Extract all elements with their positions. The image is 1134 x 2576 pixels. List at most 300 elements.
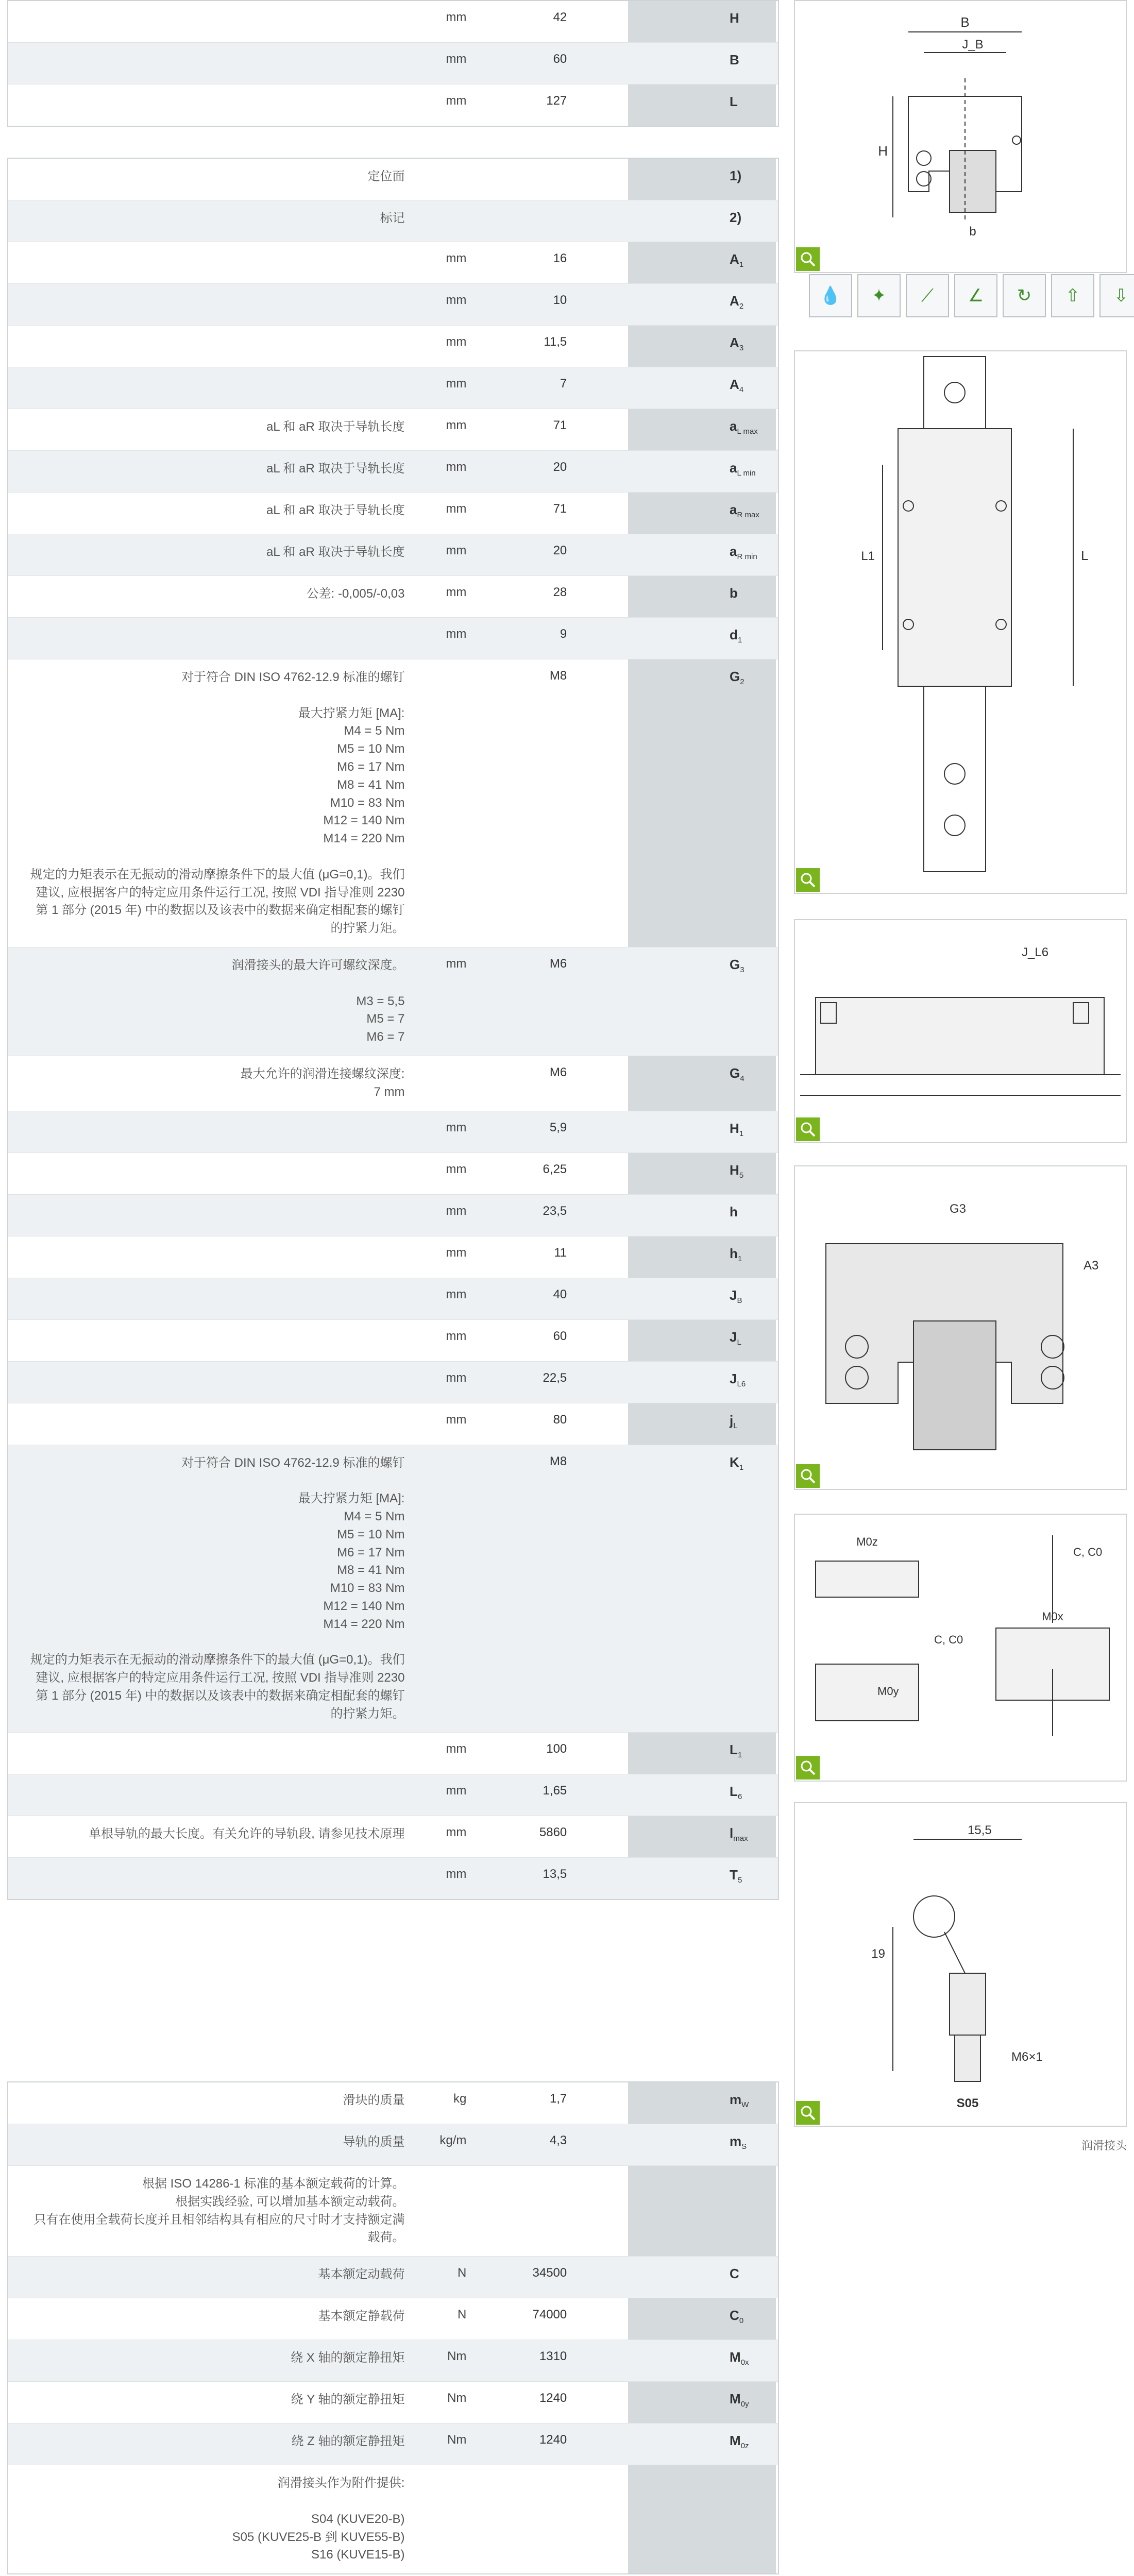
row-unit: mm [446, 1329, 467, 1343]
table-row [8, 1445, 778, 1733]
symbol-main: H [730, 1162, 739, 1178]
row-unit: mm [446, 460, 467, 474]
row-value [471, 200, 572, 242]
symbol-subscript: L max [737, 427, 758, 436]
table-row [8, 200, 778, 242]
table-row [8, 1056, 778, 1111]
row-description [8, 326, 420, 367]
row-symbol [721, 659, 778, 947]
row-value: 127 [546, 94, 567, 108]
sealing-icon: ✦ [857, 274, 901, 317]
row-symbol [721, 451, 778, 492]
symbol-subscript: 0 [739, 2316, 744, 2326]
table-row [8, 1278, 778, 1320]
row-symbol [721, 2298, 778, 2340]
table-row [8, 84, 778, 126]
symbol-main: H [730, 10, 739, 26]
symbol-main: a [730, 544, 737, 559]
row-value: 4,3 [549, 2133, 567, 2147]
row-description [8, 618, 420, 659]
row-symbol [721, 1816, 778, 1857]
table-row [8, 947, 778, 1056]
symbol-main: L [730, 1742, 738, 1758]
friction-icon: ⟋ [906, 274, 949, 317]
row-value: 100 [546, 1742, 567, 1756]
zoom-icon[interactable] [796, 1464, 820, 1488]
row-symbol [721, 84, 778, 126]
symbol-subscript: 2 [740, 677, 744, 687]
symbol-subscript: B [737, 1296, 742, 1305]
section-drawing[interactable] [794, 1165, 1127, 1490]
load-up-icon: ⇧ [1051, 274, 1094, 317]
dimension-table-top [7, 0, 779, 127]
symbol-subscript: 2 [739, 302, 744, 311]
row-description: 基本额定动载荷 [318, 2267, 405, 2282]
row-unit: mm [446, 10, 467, 24]
table-row [8, 2298, 778, 2340]
label-b-small: b [969, 225, 976, 239]
symbol-main: M [730, 2349, 741, 2365]
row-description: 润滑接头的最大许可螺纹深度。 M3 = 5,5 M5 = 7 M6 = 7 [231, 958, 405, 1044]
row-description: 润滑接头作为附件提供: S04 (KUVE20-B) S05 (KUVE25-B 到 KUVE55-B) S16 (KUVE15-B) [232, 2476, 405, 2562]
row-value: 1240 [539, 2391, 567, 2405]
row-description [8, 1195, 420, 1236]
row-unit: mm [446, 1120, 467, 1134]
symbol-main: A [730, 335, 739, 350]
row-unit: mm [446, 52, 467, 66]
symbol-subscript: 0x [740, 2358, 749, 2367]
label-jl6: J_L6 [1022, 945, 1049, 959]
symbol-subscript: L min [737, 469, 756, 478]
row-symbol [721, 1111, 778, 1153]
symbol-main: M [730, 2433, 741, 2449]
symbol-subscript: 1 [737, 1751, 742, 1760]
label-c-c0: C, C0 [1073, 1546, 1103, 1558]
symbol-main: a [730, 418, 737, 434]
row-unit: mm [446, 335, 467, 349]
row-unit: mm [446, 1245, 467, 1260]
row-unit: Nm [447, 2433, 467, 2447]
row-value: 7 [560, 377, 567, 391]
table-row [8, 576, 778, 618]
row-symbol [721, 534, 778, 575]
row-description [8, 1858, 420, 1899]
row-value: 1,65 [543, 1784, 567, 1798]
table-row [8, 451, 778, 493]
row-symbol [721, 618, 778, 659]
row-description: 对于符合 DIN ISO 4762-12.9 标准的螺钉 最大拧紧力矩 [MA]: M4 = 5 Nm M5 = 10 Nm M6 = 17 Nm M8 = 41 Nm M10 = 83 Nm M12 = 140 Nm M14 = 220 Nm 规定的力矩表示在无振动的滑动摩擦条件下的最大值 (μG=0,1)。我们建议, 应根据客户的特定应用条件运行工况, 按照 VDI 指导准则 2230 第 1 部分 (2015 年) 中的数据以及该表中的数据来确定相配套的螺钉的拧紧力矩。 [30, 1455, 405, 1721]
table-row [8, 1320, 778, 1362]
row-symbol [721, 2166, 778, 2256]
zoom-icon[interactable] [796, 2101, 820, 2125]
table-row [8, 409, 778, 451]
row-description: aL 和 aR 取决于导轨长度 [266, 503, 405, 517]
table-row [8, 659, 778, 947]
row-symbol [721, 43, 778, 84]
row-unit: mm [446, 377, 467, 391]
property-icon-strip [809, 274, 1134, 317]
table-row [8, 1774, 778, 1816]
row-description: 根据 ISO 14286-1 标准的基本额定载荷的计算。 根据实践经验, 可以增加基本额定动载荷。 只有在使用全载荷长度并且相邻结构具有相应的尺寸时才支持额定满载荷。 [33, 2177, 405, 2245]
row-description: 对于符合 DIN ISO 4762-12.9 标准的螺钉 最大拧紧力矩 [MA]: M4 = 5 Nm M5 = 10 Nm M6 = 17 Nm M8 = 41 Nm M10 = 83 Nm M12 = 140 Nm M14 = 220 Nm 规定的力矩表示在无振动的滑动摩擦条件下的最大值 (μG=0,1)。我们建议, 应根据客户的特定应用条件运行工况, 按照 VDI 指导准则 2230 第 1 部分 (2015 年) 中的数据以及该表中的数据来确定相配套的螺钉的拧紧力矩。 [30, 670, 405, 936]
row-symbol [721, 2124, 778, 2165]
table-row [8, 534, 778, 576]
row-description: 单根导轨的最大长度。有关允许的导轨段, 请参见技术原理 [89, 1827, 405, 1841]
symbol-subscript: 3 [739, 344, 744, 353]
row-symbol [721, 2257, 778, 2298]
table-row [8, 1, 778, 43]
row-description: 导轨的质量 [343, 2135, 405, 2149]
row-value: 20 [553, 460, 567, 474]
row-value: 60 [553, 52, 567, 66]
zoom-icon[interactable] [796, 247, 820, 271]
symbol-subscript: L [737, 1337, 741, 1347]
table-row [8, 2124, 778, 2166]
row-value: M6 [549, 956, 567, 971]
row-description [8, 1774, 420, 1816]
row-unit [420, 159, 471, 200]
table-row [8, 1858, 778, 1899]
row-value: 13,5 [543, 1867, 567, 1882]
row-unit: mm [446, 544, 467, 557]
row-symbol [721, 326, 778, 367]
symbol-subscript: R max [737, 511, 759, 520]
label-c-c0-2: C, C0 [934, 1633, 963, 1646]
symbol-main: G [730, 1065, 740, 1081]
row-value: 1240 [539, 2433, 567, 2447]
label-b: B [960, 14, 970, 30]
row-symbol [721, 159, 778, 200]
symbol-main: K [730, 1454, 739, 1470]
table-row [8, 1195, 778, 1236]
row-unit: mm [446, 502, 467, 516]
row-description [8, 1236, 420, 1278]
row-symbol [721, 493, 778, 534]
label-h: H [878, 143, 888, 159]
row-unit: mm [446, 1370, 467, 1385]
row-description [8, 367, 420, 409]
row-description: 定位面 [367, 170, 405, 183]
table-row [8, 1236, 778, 1278]
row-unit: N [458, 2266, 467, 2280]
label-m0y: M0y [877, 1685, 899, 1698]
row-unit: mm [446, 1867, 467, 1882]
row-description: 公差: -0,005/-0,03 [306, 587, 405, 601]
row-description [8, 43, 420, 84]
row-unit: mm [446, 627, 467, 641]
symbol-subscript: 1 [739, 260, 744, 269]
symbol-subscript: 1 [739, 1129, 744, 1138]
symbol-main: A [730, 377, 739, 392]
symbol-main: h [730, 1245, 738, 1261]
symbol-subscript: 4 [739, 385, 744, 395]
row-value: 34500 [532, 2266, 567, 2280]
load-direction-drawing[interactable] [794, 1514, 1127, 1782]
symbol-subscript: 0y [740, 2400, 749, 2409]
row-value: 80 [553, 1412, 567, 1427]
symbol-main: J [730, 1287, 737, 1303]
table-row [8, 326, 778, 367]
row-value: 11,5 [544, 335, 567, 349]
row-value: 10 [553, 293, 567, 307]
symbol-main: m [730, 2133, 742, 2149]
zoom-icon[interactable] [796, 868, 820, 892]
row-description: 绕 X 轴的额定静扭矩 [291, 2351, 405, 2365]
label-15-5: 15,5 [968, 1823, 992, 1837]
row-description: aL 和 aR 取决于导轨长度 [266, 462, 405, 476]
table-row [8, 2257, 778, 2298]
label-g3: G3 [950, 1202, 967, 1216]
row-symbol [721, 1195, 778, 1236]
row-unit: mm [446, 956, 467, 971]
dimension-table-main [7, 158, 779, 1900]
row-value: 22,5 [543, 1370, 567, 1385]
symbol-main: 1) [730, 168, 742, 183]
table-row [8, 43, 778, 84]
row-value: 9 [560, 627, 567, 641]
row-unit: mm [446, 1784, 467, 1798]
table-row [8, 2340, 778, 2382]
lubrication-icon: 💧 [809, 274, 852, 317]
row-symbol [721, 242, 778, 283]
symbol-main: d [730, 627, 738, 642]
label-jb: J_B [962, 38, 984, 52]
symbol-main: j [730, 1412, 734, 1428]
row-description: 绕 Z 轴的额定静扭矩 [291, 2434, 405, 2449]
row-unit: mm [446, 418, 467, 432]
side-view-drawing[interactable] [794, 919, 1127, 1143]
table-row [8, 618, 778, 659]
row-description [8, 1278, 420, 1319]
symbol-main: J [730, 1370, 737, 1386]
symbol-main: T [730, 1867, 738, 1883]
symbol-main: H [730, 1120, 739, 1136]
row-symbol [721, 2340, 778, 2381]
row-unit [420, 2166, 471, 2256]
symbol-subscript: W [741, 2100, 749, 2110]
table-row [8, 2082, 778, 2124]
table-row [8, 493, 778, 534]
row-symbol [721, 2082, 778, 2124]
symbol-main: h [730, 1204, 738, 1219]
symbol-subscript: L [733, 1421, 738, 1430]
row-symbol [721, 576, 778, 617]
symbol-subscript: 1 [739, 1463, 744, 1472]
row-symbol [721, 1320, 778, 1361]
row-value: 28 [553, 585, 567, 599]
table-row [8, 1153, 778, 1195]
table-row [8, 1733, 778, 1774]
row-value: 23,5 [543, 1204, 567, 1218]
row-value: 20 [553, 544, 567, 557]
symbol-subscript: 3 [740, 965, 744, 975]
row-description: 最大允许的润滑连接螺纹深度: 7 mm [240, 1066, 405, 1099]
symbol-main: B [730, 52, 739, 67]
row-symbol [721, 1858, 778, 1899]
symbol-main: C [730, 2308, 739, 2324]
symbol-subscript: 6 [737, 1792, 742, 1802]
symbol-subscript: 5 [739, 1171, 744, 1180]
label-m0z: M0z [856, 1535, 878, 1548]
lube-nipple-drawing[interactable] [794, 1802, 1127, 2127]
symbol-main: m [730, 2092, 742, 2107]
row-symbol [721, 1056, 778, 1111]
symbol-subscript: L6 [737, 1379, 746, 1388]
row-value: 1310 [539, 2349, 567, 2364]
row-value: 11 [554, 1245, 567, 1260]
row-symbol [721, 409, 778, 450]
row-unit: mm [446, 1162, 467, 1176]
row-unit: mm [446, 1287, 467, 1301]
row-unit: kg/m [439, 2133, 467, 2147]
table-row [8, 1403, 778, 1445]
symbol-main: L [730, 94, 738, 109]
row-unit: mm [446, 94, 467, 108]
row-value: 71 [553, 418, 567, 432]
row-value: 16 [553, 251, 567, 265]
symbol-subscript: R min [737, 552, 757, 562]
symbol-main: A [730, 293, 739, 309]
symbol-main: G [730, 956, 740, 972]
row-description [8, 1320, 420, 1361]
row-value [471, 2166, 572, 2256]
symbol-main: G [730, 669, 740, 684]
label-l: L [1081, 548, 1089, 563]
row-unit: N [458, 2308, 467, 2322]
label-a3: A3 [1084, 1259, 1099, 1273]
table-row [8, 367, 778, 409]
row-unit: mm [446, 251, 467, 265]
accuracy-icon: ∠ [954, 274, 997, 317]
symbol-main: l [730, 1825, 734, 1841]
row-symbol [721, 200, 778, 242]
row-unit [420, 1445, 471, 1733]
symbol-main: J [730, 1329, 737, 1345]
row-unit: mm [446, 1825, 467, 1840]
symbol-subscript: 4 [740, 1074, 744, 1083]
row-description: 绕 Y 轴的额定静扭矩 [291, 2393, 405, 2407]
row-symbol [721, 1236, 778, 1278]
row-value [471, 159, 572, 200]
row-unit: mm [446, 1742, 467, 1756]
table-row [8, 242, 778, 284]
row-unit: mm [446, 293, 467, 307]
symbol-main: 2) [730, 210, 742, 225]
row-value: 6,25 [543, 1162, 567, 1176]
row-description [8, 284, 420, 325]
row-unit: mm [446, 585, 467, 599]
row-description [8, 242, 420, 283]
row-description [8, 1111, 420, 1153]
symbol-main: C [730, 2266, 739, 2282]
table-row [8, 1111, 778, 1153]
row-value: 42 [553, 10, 567, 24]
row-symbol [721, 284, 778, 325]
load-rating-table [7, 2081, 779, 2574]
row-symbol [721, 1403, 778, 1445]
load-down-icon: ⇩ [1099, 274, 1134, 317]
label-m0x: M0x [1042, 1610, 1063, 1623]
symbol-main: M [730, 2391, 741, 2407]
row-symbol [721, 2382, 778, 2423]
symbol-subscript: S [741, 2142, 747, 2151]
row-value: M6 [549, 1065, 567, 1079]
row-symbol [721, 1153, 778, 1194]
row-value [471, 2465, 572, 2573]
rotation-icon: ↻ [1003, 274, 1046, 317]
row-symbol [721, 1445, 778, 1733]
row-symbol [721, 947, 778, 1056]
figure-caption: 润滑接头 [1081, 2139, 1127, 2152]
row-symbol [721, 1, 778, 42]
row-value: M8 [549, 1454, 567, 1468]
zoom-icon[interactable] [796, 1117, 820, 1141]
symbol-main: a [730, 460, 737, 476]
row-value: 74000 [532, 2308, 567, 2322]
row-symbol [721, 1362, 778, 1403]
table-row [8, 284, 778, 326]
row-symbol [721, 367, 778, 409]
row-unit: mm [446, 1204, 467, 1218]
row-unit [420, 200, 471, 242]
row-symbol [721, 2465, 778, 2573]
symbol-subscript: 5 [737, 1876, 742, 1885]
table-row [8, 2424, 778, 2465]
row-description [8, 1153, 420, 1194]
row-unit: mm [446, 1412, 467, 1427]
row-value: 5860 [539, 1825, 567, 1840]
label-m6x1: M6×1 [1011, 2050, 1043, 2064]
cross-section-drawing[interactable] [794, 0, 1127, 273]
table-row [8, 2465, 778, 2573]
row-unit: Nm [447, 2391, 467, 2405]
table-row [8, 159, 778, 200]
row-unit: kg [453, 2092, 467, 2106]
symbol-main: A [730, 251, 739, 267]
row-symbol [721, 2424, 778, 2465]
row-symbol [721, 1278, 778, 1319]
label-s05: S05 [956, 2096, 979, 2110]
row-description: 基本额定静载荷 [318, 2309, 405, 2324]
symbol-subscript: 0z [740, 2442, 749, 2451]
row-description [8, 1362, 420, 1403]
top-view-drawing[interactable] [794, 350, 1127, 894]
row-description: aL 和 aR 取决于导轨长度 [266, 545, 405, 559]
symbol-main: L [730, 1784, 738, 1800]
row-value: 60 [553, 1329, 567, 1343]
row-value: 71 [553, 502, 567, 516]
zoom-icon[interactable] [796, 1756, 820, 1780]
row-unit [420, 1056, 471, 1111]
row-description: aL 和 aR 取决于导轨长度 [266, 420, 405, 434]
row-value: 1,7 [549, 2092, 567, 2106]
table-row [8, 2382, 778, 2424]
row-description [8, 1733, 420, 1774]
row-symbol [721, 1733, 778, 1774]
symbol-main: a [730, 502, 737, 517]
table-row [8, 1362, 778, 1403]
row-unit [420, 2465, 471, 2573]
row-value: 40 [553, 1287, 567, 1301]
label-19: 19 [871, 1947, 885, 1961]
row-symbol [721, 1774, 778, 1816]
row-value: M8 [549, 669, 567, 683]
row-description: 滑块的质量 [343, 2093, 405, 2107]
row-description [8, 1403, 420, 1445]
symbol-subscript: 1 [737, 636, 742, 645]
label-l1: L1 [861, 549, 875, 563]
table-row [8, 2166, 778, 2257]
